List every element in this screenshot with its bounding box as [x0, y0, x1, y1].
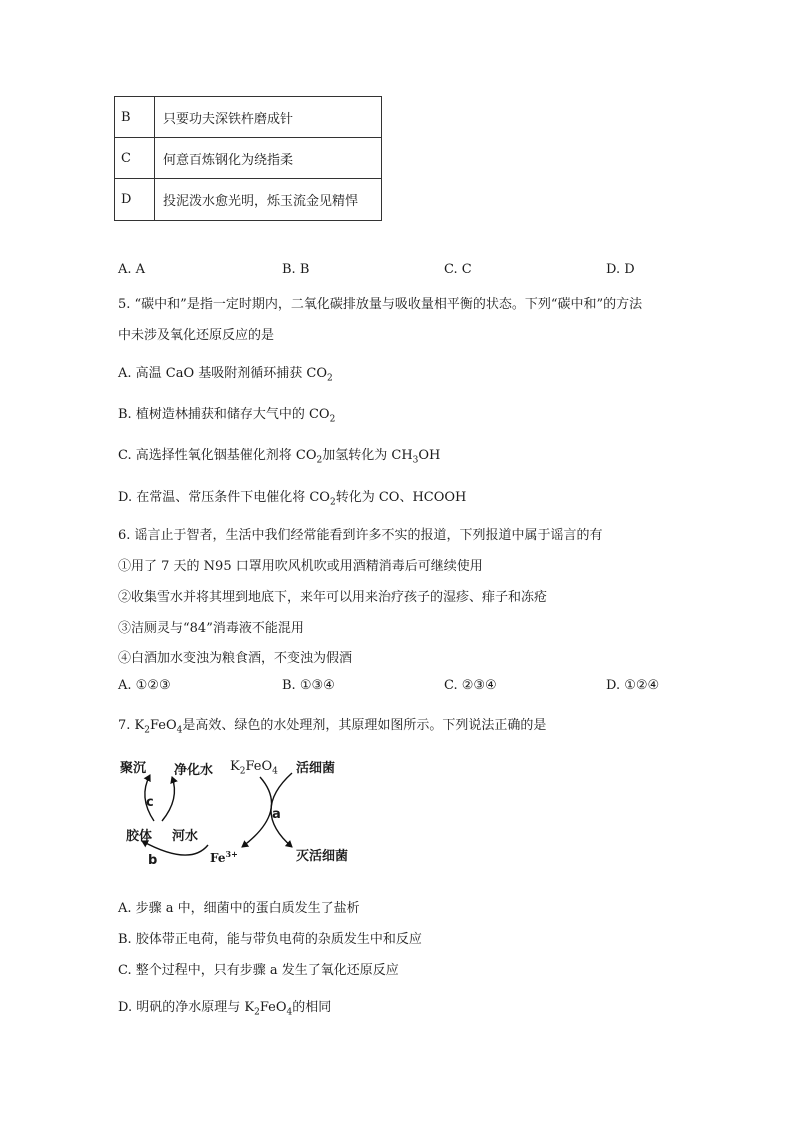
q6-item-4: ④白酒加水变浊为粮食酒，不变浊为假酒: [118, 651, 353, 666]
q5-option-b: B. 植树造林捕获和储存大气中的 $CO_2$: [118, 407, 336, 425]
label-river-water: 河水: [172, 829, 199, 844]
row-text: 投泥泼水愈光明，烁玉流金见精悍: [155, 179, 382, 221]
q6-option-d: D. ①②④: [606, 678, 660, 693]
q6-option-a: A. ①②③: [118, 678, 171, 693]
row-text: 只要功夫深铁杵磨成针: [155, 97, 382, 138]
label-step-a: a: [272, 807, 281, 822]
label-colloid: 胶体: [126, 829, 153, 844]
q6-stem: 6. 谣言止于智者，生活中我们经常能看到许多不实的报道，下列报道中属于谣言的有: [118, 528, 603, 543]
q6-option-b: B. ①③④: [282, 678, 335, 693]
q6-item-1: ①用了 7 天的 N95 口罩用吹风机吹或用酒精消毒后可继续使用: [118, 559, 483, 574]
arrow-river-to-clean: [162, 777, 174, 821]
table-row: [115, 138, 382, 179]
table-row: [115, 97, 382, 138]
q5-option-c: C. 高选择性氧化铟基催化剂将 $CO_2$加氢转化为 $CH_3OH$: [118, 448, 441, 466]
q7-option-b: B. 胶体带正电荷，能与带负电荷的杂质发生中和反应: [118, 932, 422, 947]
label-step-c: c: [146, 795, 154, 810]
label-clean-water: 净化水: [174, 763, 214, 778]
label-step-b: b: [148, 853, 158, 868]
table-row: [115, 179, 382, 221]
water-treatment-diagram: [120, 755, 370, 870]
q4-option-b: B. B: [282, 262, 310, 277]
row-key: C: [115, 138, 155, 179]
q6-item-2: ②收集雪水并将其埋到地底下，来年可以用来治疗孩子的湿疹、痱子和冻疮: [118, 590, 548, 605]
q4-option-a: A. A: [118, 262, 146, 277]
q4-option-d: D. D: [606, 262, 635, 277]
row-key: B: [115, 97, 155, 138]
q6-item-3: ③洁厕灵与“84”消毒液不能混用: [118, 621, 304, 636]
q5-stem-line1: 5. “碳中和”是指一定时期内，二氧化碳排放量与吸收量相平衡的状态。下列“碳中和”的方法: [118, 297, 643, 312]
q7-option-d: D. 明矾的净水原理与 $K_2FeO_4$的相同: [118, 1000, 332, 1018]
label-ferrate: $K_2FeO_4$: [230, 759, 278, 777]
q5-option-a: A. 高温 CaO 基吸附剂循环捕获 $CO_2$: [118, 366, 333, 384]
q7-option-a: A. 步骤 a 中，细菌中的蛋白质发生了盐析: [118, 901, 360, 916]
row-text: 何意百炼钢化为绕指柔: [155, 138, 382, 179]
q7-stem: 7. $K_2FeO_4$是高效、绿色的水处理剂，其原理如图所示。下列说法正确的是: [118, 718, 547, 736]
label-inactive-bacteria: 灭活细菌: [296, 849, 349, 864]
q5-option-d: D. 在常温、常压条件下电催化将 $CO_2$转化为 CO、HCOOH: [118, 490, 467, 508]
row-key: D: [115, 179, 155, 221]
q6-option-c: C. ②③④: [444, 678, 497, 693]
label-coagulation: 聚沉: [120, 761, 147, 776]
options-table: [114, 96, 382, 221]
q5-stem-line2: 中未涉及氧化还原反应的是: [118, 328, 275, 343]
arrow-a-ferrate: [242, 777, 272, 847]
label-live-bacteria: 活细菌: [296, 761, 336, 776]
label-fe3: $Fe^{3+}$: [210, 849, 238, 865]
q7-option-c: C. 整个过程中，只有步骤 a 发生了氧化还原反应: [118, 963, 399, 978]
q4-option-c: C. C: [444, 262, 472, 277]
